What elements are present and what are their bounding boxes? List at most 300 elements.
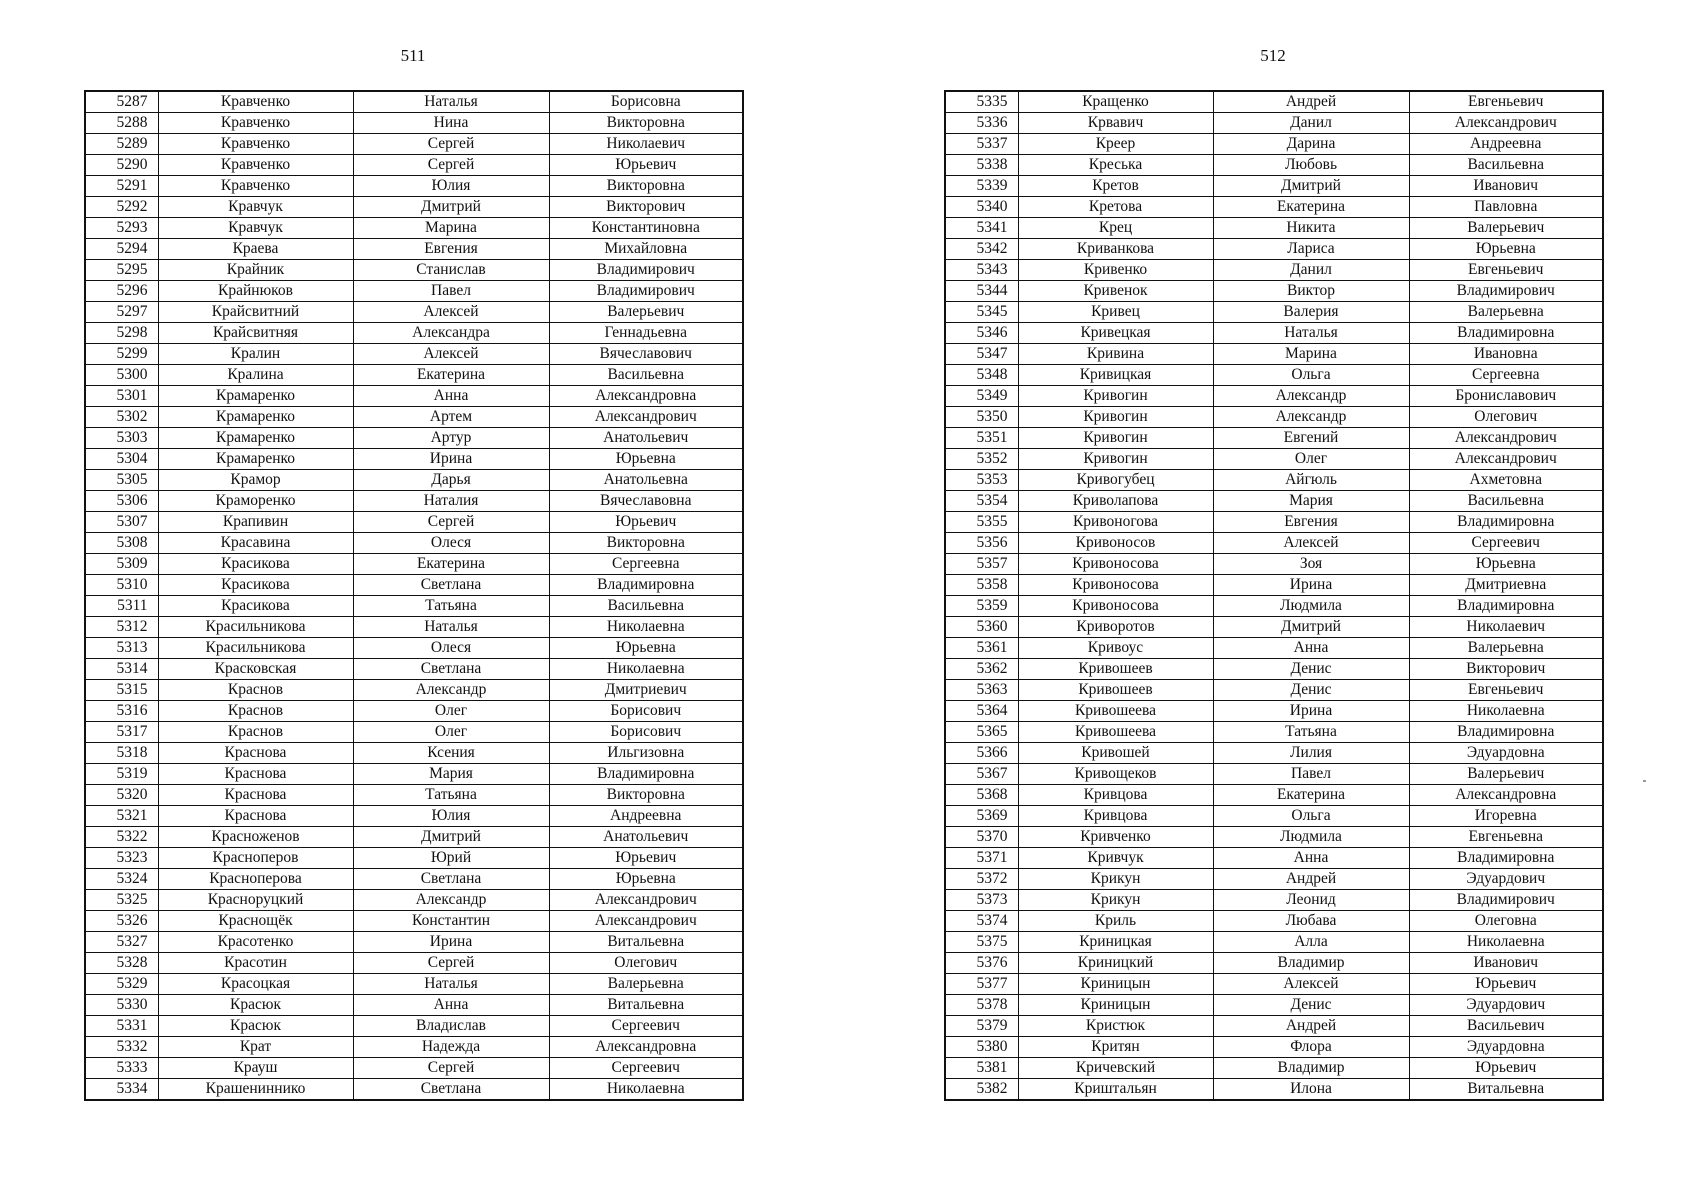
- first-name-cell: Владислав: [353, 1016, 549, 1037]
- record-number-cell: 5345: [945, 302, 1018, 323]
- record-number-cell: 5378: [945, 995, 1018, 1016]
- first-name-cell: Айгюль: [1213, 470, 1409, 491]
- table-row: [85, 176, 743, 197]
- patronymic-cell: Брониславович: [1409, 386, 1603, 407]
- table-row: [85, 890, 743, 911]
- table-row: [945, 554, 1603, 575]
- name-register-table: [944, 90, 1604, 1101]
- first-name-cell: Леонид: [1213, 890, 1409, 911]
- surname-cell: Кривогубец: [1018, 470, 1213, 491]
- record-number-cell: 5351: [945, 428, 1018, 449]
- record-number-cell: 5380: [945, 1037, 1018, 1058]
- record-number-cell: 5357: [945, 554, 1018, 575]
- record-number-cell: 5358: [945, 575, 1018, 596]
- first-name-cell: Анна: [353, 386, 549, 407]
- patronymic-cell: Иванович: [1409, 176, 1603, 197]
- table-row: [85, 869, 743, 890]
- first-name-cell: Наталья: [353, 974, 549, 995]
- record-number-cell: 5305: [85, 470, 158, 491]
- record-number-cell: 5349: [945, 386, 1018, 407]
- patronymic-cell: Васильевна: [1409, 155, 1603, 176]
- table-row: [945, 617, 1603, 638]
- surname-cell: Кривощеков: [1018, 764, 1213, 785]
- surname-cell: Краснов: [158, 722, 353, 743]
- first-name-cell: Лилия: [1213, 743, 1409, 764]
- record-number-cell: 5311: [85, 596, 158, 617]
- table-row: [85, 974, 743, 995]
- table-row: [85, 239, 743, 260]
- first-name-cell: Татьяна: [353, 785, 549, 806]
- first-name-cell: Марина: [1213, 344, 1409, 365]
- patronymic-cell: Александровна: [549, 1037, 743, 1058]
- first-name-cell: Станислав: [353, 260, 549, 281]
- patronymic-cell: Юрьевич: [549, 848, 743, 869]
- patronymic-cell: Николаевна: [549, 659, 743, 680]
- record-number-cell: 5375: [945, 932, 1018, 953]
- table-row: [85, 365, 743, 386]
- table-row: [945, 932, 1603, 953]
- table-row: [945, 365, 1603, 386]
- record-number-cell: 5328: [85, 953, 158, 974]
- record-number-cell: 5347: [945, 344, 1018, 365]
- patronymic-cell: Эдуардовна: [1409, 1037, 1603, 1058]
- record-number-cell: 5338: [945, 155, 1018, 176]
- table-row: [945, 176, 1603, 197]
- first-name-cell: Мария: [353, 764, 549, 785]
- patronymic-cell: Евгеньевич: [1409, 260, 1603, 281]
- table-row: [85, 764, 743, 785]
- patronymic-cell: Витальевна: [549, 995, 743, 1016]
- patronymic-cell: Юрьевич: [549, 512, 743, 533]
- first-name-cell: Любовь: [1213, 155, 1409, 176]
- surname-cell: Кривогин: [1018, 407, 1213, 428]
- record-number-cell: 5355: [945, 512, 1018, 533]
- first-name-cell: Надежда: [353, 1037, 549, 1058]
- first-name-cell: Данил: [1213, 260, 1409, 281]
- table-row: [945, 491, 1603, 512]
- first-name-cell: Сергей: [353, 155, 549, 176]
- table-row: [85, 575, 743, 596]
- surname-cell: Кретов: [1018, 176, 1213, 197]
- first-name-cell: Татьяна: [353, 596, 549, 617]
- patronymic-cell: Олегович: [549, 953, 743, 974]
- patronymic-cell: Дмитриевна: [1409, 575, 1603, 596]
- patronymic-cell: Валерьевна: [549, 974, 743, 995]
- table-row: [945, 575, 1603, 596]
- record-number-cell: 5322: [85, 827, 158, 848]
- first-name-cell: Сергей: [353, 134, 549, 155]
- record-number-cell: 5306: [85, 491, 158, 512]
- surname-cell: Кривицкая: [1018, 365, 1213, 386]
- record-number-cell: 5346: [945, 323, 1018, 344]
- first-name-cell: Дмитрий: [1213, 617, 1409, 638]
- surname-cell: Криницын: [1018, 974, 1213, 995]
- record-number-cell: 5287: [85, 91, 158, 113]
- record-number-cell: 5361: [945, 638, 1018, 659]
- surname-cell: Кривцова: [1018, 806, 1213, 827]
- first-name-cell: Наталия: [353, 491, 549, 512]
- patronymic-cell: Валерьевич: [549, 302, 743, 323]
- surname-cell: Кривоногова: [1018, 512, 1213, 533]
- patronymic-cell: Викторович: [549, 197, 743, 218]
- record-number-cell: 5332: [85, 1037, 158, 1058]
- record-number-cell: 5333: [85, 1058, 158, 1079]
- first-name-cell: Никита: [1213, 218, 1409, 239]
- first-name-cell: Наталья: [353, 91, 549, 113]
- surname-cell: Красюк: [158, 1016, 353, 1037]
- first-name-cell: Денис: [1213, 659, 1409, 680]
- surname-cell: Криль: [1018, 911, 1213, 932]
- surname-cell: Краева: [158, 239, 353, 260]
- surname-cell: Кривошеева: [1018, 701, 1213, 722]
- first-name-cell: Олеся: [353, 533, 549, 554]
- first-name-cell: Алексей: [1213, 974, 1409, 995]
- first-name-cell: Дмитрий: [353, 197, 549, 218]
- first-name-cell: Алексей: [1213, 533, 1409, 554]
- record-number-cell: 5369: [945, 806, 1018, 827]
- table-row: [945, 953, 1603, 974]
- record-number-cell: 5334: [85, 1079, 158, 1101]
- record-number-cell: 5366: [945, 743, 1018, 764]
- patronymic-cell: Юрьевна: [1409, 239, 1603, 260]
- record-number-cell: 5362: [945, 659, 1018, 680]
- first-name-cell: Ирина: [1213, 575, 1409, 596]
- patronymic-cell: Александрович: [549, 407, 743, 428]
- first-name-cell: Анна: [1213, 848, 1409, 869]
- patronymic-cell: Ахметовна: [1409, 470, 1603, 491]
- patronymic-cell: Викторовна: [549, 176, 743, 197]
- surname-cell: Кралин: [158, 344, 353, 365]
- patronymic-cell: Юрьевна: [549, 869, 743, 890]
- first-name-cell: Павел: [1213, 764, 1409, 785]
- record-number-cell: 5336: [945, 113, 1018, 134]
- table-row: [85, 1016, 743, 1037]
- first-name-cell: Евгений: [1213, 428, 1409, 449]
- table-row: [85, 1037, 743, 1058]
- first-name-cell: Александр: [1213, 386, 1409, 407]
- first-name-cell: Андрей: [1213, 91, 1409, 113]
- record-number-cell: 5290: [85, 155, 158, 176]
- table-row: [945, 218, 1603, 239]
- surname-cell: Кравченко: [158, 176, 353, 197]
- table-row: [945, 281, 1603, 302]
- first-name-cell: Лариса: [1213, 239, 1409, 260]
- patronymic-cell: Владимировна: [549, 575, 743, 596]
- surname-cell: Крайник: [158, 260, 353, 281]
- first-name-cell: Анна: [353, 995, 549, 1016]
- patronymic-cell: Андреевна: [549, 806, 743, 827]
- record-number-cell: 5363: [945, 680, 1018, 701]
- table-row: [945, 386, 1603, 407]
- table-row: [85, 155, 743, 176]
- record-number-cell: 5326: [85, 911, 158, 932]
- patronymic-cell: Юрьевна: [1409, 554, 1603, 575]
- first-name-cell: Екатерина: [1213, 197, 1409, 218]
- patronymic-cell: Владимирович: [1409, 890, 1603, 911]
- patronymic-cell: Андреевна: [1409, 134, 1603, 155]
- patronymic-cell: Владимировна: [549, 764, 743, 785]
- patronymic-cell: Константиновна: [549, 218, 743, 239]
- record-number-cell: 5341: [945, 218, 1018, 239]
- surname-cell: Краснова: [158, 806, 353, 827]
- record-number-cell: 5327: [85, 932, 158, 953]
- table-row: [85, 827, 743, 848]
- patronymic-cell: Борисович: [549, 701, 743, 722]
- surname-cell: Красикова: [158, 575, 353, 596]
- record-number-cell: 5350: [945, 407, 1018, 428]
- patronymic-cell: Александровна: [549, 386, 743, 407]
- surname-cell: Крец: [1018, 218, 1213, 239]
- first-name-cell: Дмитрий: [353, 827, 549, 848]
- table-row: [85, 953, 743, 974]
- surname-cell: Красикова: [158, 596, 353, 617]
- first-name-cell: Наталья: [1213, 323, 1409, 344]
- table-row: [85, 617, 743, 638]
- patronymic-cell: Владимировна: [1409, 323, 1603, 344]
- surname-cell: Кривоносов: [1018, 533, 1213, 554]
- record-number-cell: 5348: [945, 365, 1018, 386]
- table-row: [945, 197, 1603, 218]
- record-number-cell: 5356: [945, 533, 1018, 554]
- table-row: [85, 113, 743, 134]
- first-name-cell: Ирина: [353, 932, 549, 953]
- patronymic-cell: Александрович: [1409, 428, 1603, 449]
- first-name-cell: Людмила: [1213, 596, 1409, 617]
- patronymic-cell: Витальевна: [1409, 1079, 1603, 1101]
- surname-cell: Кривченко: [1018, 827, 1213, 848]
- surname-cell: Криштальян: [1018, 1079, 1213, 1101]
- first-name-cell: Людмила: [1213, 827, 1409, 848]
- first-name-cell: Сергей: [353, 953, 549, 974]
- table-row: [945, 974, 1603, 995]
- record-number-cell: 5359: [945, 596, 1018, 617]
- record-number-cell: 5371: [945, 848, 1018, 869]
- surname-cell: Краснова: [158, 785, 353, 806]
- first-name-cell: Анна: [1213, 638, 1409, 659]
- surname-cell: Крикун: [1018, 890, 1213, 911]
- record-number-cell: 5302: [85, 407, 158, 428]
- surname-cell: Кривогин: [1018, 386, 1213, 407]
- surname-cell: Кретова: [1018, 197, 1213, 218]
- table-row: [945, 1016, 1603, 1037]
- record-number-cell: 5318: [85, 743, 158, 764]
- record-number-cell: 5296: [85, 281, 158, 302]
- table-row: [85, 302, 743, 323]
- record-number-cell: 5316: [85, 701, 158, 722]
- patronymic-cell: Сергеевна: [549, 554, 743, 575]
- surname-cell: Криворотов: [1018, 617, 1213, 638]
- first-name-cell: Владимир: [1213, 1058, 1409, 1079]
- page-number: 511: [400, 46, 426, 65]
- patronymic-cell: Васильевич: [1409, 1016, 1603, 1037]
- surname-cell: Кравченко: [158, 155, 353, 176]
- patronymic-cell: Михайловна: [549, 239, 743, 260]
- surname-cell: Критян: [1018, 1037, 1213, 1058]
- surname-cell: Кривчук: [1018, 848, 1213, 869]
- first-name-cell: Светлана: [353, 659, 549, 680]
- surname-cell: Красильникова: [158, 638, 353, 659]
- patronymic-cell: Анатольевич: [549, 428, 743, 449]
- surname-cell: Кривоносова: [1018, 554, 1213, 575]
- first-name-cell: Дмитрий: [1213, 176, 1409, 197]
- surname-cell: Красотин: [158, 953, 353, 974]
- record-number-cell: 5288: [85, 113, 158, 134]
- patronymic-cell: Анатольевна: [549, 470, 743, 491]
- first-name-cell: Ольга: [1213, 806, 1409, 827]
- patronymic-cell: Борисовна: [549, 91, 743, 113]
- surname-cell: Кращенко: [1018, 91, 1213, 113]
- patronymic-cell: Ивановна: [1409, 344, 1603, 365]
- patronymic-cell: Вячеславович: [549, 344, 743, 365]
- table-row: [945, 743, 1603, 764]
- table-row: [85, 596, 743, 617]
- record-number-cell: 5299: [85, 344, 158, 365]
- first-name-cell: Андрей: [1213, 869, 1409, 890]
- patronymic-cell: Викторович: [1409, 659, 1603, 680]
- table-row: [85, 260, 743, 281]
- record-number-cell: 5374: [945, 911, 1018, 932]
- table-row: [85, 470, 743, 491]
- first-name-cell: Юлия: [353, 806, 549, 827]
- surname-cell: Крамаренко: [158, 386, 353, 407]
- record-number-cell: 5313: [85, 638, 158, 659]
- table-row: [945, 890, 1603, 911]
- first-name-cell: Светлана: [353, 1079, 549, 1101]
- record-number-cell: 5301: [85, 386, 158, 407]
- patronymic-cell: Владимирович: [549, 260, 743, 281]
- patronymic-cell: Валерьевич: [1409, 218, 1603, 239]
- first-name-cell: Данил: [1213, 113, 1409, 134]
- record-number-cell: 5324: [85, 869, 158, 890]
- patronymic-cell: Николаевна: [1409, 932, 1603, 953]
- record-number-cell: 5307: [85, 512, 158, 533]
- surname-cell: Краморенко: [158, 491, 353, 512]
- table-row: [85, 386, 743, 407]
- surname-cell: Крайсвитний: [158, 302, 353, 323]
- first-name-cell: Дарина: [1213, 134, 1409, 155]
- record-number-cell: 5343: [945, 260, 1018, 281]
- table-row: [85, 134, 743, 155]
- first-name-cell: Флора: [1213, 1037, 1409, 1058]
- first-name-cell: Илона: [1213, 1079, 1409, 1101]
- record-number-cell: 5372: [945, 869, 1018, 890]
- table-row: [85, 554, 743, 575]
- first-name-cell: Александр: [353, 890, 549, 911]
- patronymic-cell: Игоревна: [1409, 806, 1603, 827]
- table-row: [945, 680, 1603, 701]
- first-name-cell: Олег: [353, 701, 549, 722]
- table-row: [945, 848, 1603, 869]
- table-row: [85, 323, 743, 344]
- patronymic-cell: Валерьевна: [1409, 638, 1603, 659]
- record-number-cell: 5309: [85, 554, 158, 575]
- surname-cell: Кривоносова: [1018, 575, 1213, 596]
- record-number-cell: 5293: [85, 218, 158, 239]
- record-number-cell: 5381: [945, 1058, 1018, 1079]
- table-row: [85, 701, 743, 722]
- surname-cell: Крвавич: [1018, 113, 1213, 134]
- record-number-cell: 5295: [85, 260, 158, 281]
- table-row: [85, 911, 743, 932]
- table-row: [85, 197, 743, 218]
- table-row: [945, 91, 1603, 113]
- record-number-cell: 5314: [85, 659, 158, 680]
- first-name-cell: Ксения: [353, 743, 549, 764]
- patronymic-cell: Эдуардович: [1409, 995, 1603, 1016]
- table-row: [945, 512, 1603, 533]
- first-name-cell: Ирина: [1213, 701, 1409, 722]
- patronymic-cell: Николаевна: [1409, 701, 1603, 722]
- patronymic-cell: Владимирович: [1409, 281, 1603, 302]
- first-name-cell: Евгения: [1213, 512, 1409, 533]
- surname-cell: Красоцкая: [158, 974, 353, 995]
- patronymic-cell: Юрьевич: [1409, 1058, 1603, 1079]
- table-row: [85, 218, 743, 239]
- patronymic-cell: Викторовна: [549, 533, 743, 554]
- surname-cell: Крикун: [1018, 869, 1213, 890]
- table-row: [945, 995, 1603, 1016]
- surname-cell: Кравченко: [158, 91, 353, 113]
- patronymic-cell: Александрович: [1409, 113, 1603, 134]
- surname-cell: Кривошей: [1018, 743, 1213, 764]
- table-row: [85, 512, 743, 533]
- scan-speck: [1643, 780, 1646, 782]
- record-number-cell: 5331: [85, 1016, 158, 1037]
- record-number-cell: 5370: [945, 827, 1018, 848]
- table-row: [945, 869, 1603, 890]
- table-row: [945, 764, 1603, 785]
- patronymic-cell: Евгеньевич: [1409, 91, 1603, 113]
- table-row: [85, 995, 743, 1016]
- table-row: [85, 1079, 743, 1101]
- first-name-cell: Алексей: [353, 344, 549, 365]
- table-row: [945, 533, 1603, 554]
- first-name-cell: Дарья: [353, 470, 549, 491]
- table-row: [945, 911, 1603, 932]
- table-row: [945, 239, 1603, 260]
- first-name-cell: Алла: [1213, 932, 1409, 953]
- first-name-cell: Андрей: [1213, 1016, 1409, 1037]
- table-row: [85, 91, 743, 113]
- first-name-cell: Артур: [353, 428, 549, 449]
- first-name-cell: Валерия: [1213, 302, 1409, 323]
- record-number-cell: 5312: [85, 617, 158, 638]
- patronymic-cell: Владимировна: [1409, 848, 1603, 869]
- surname-cell: Красноперова: [158, 869, 353, 890]
- surname-cell: Красноруцкий: [158, 890, 353, 911]
- record-number-cell: 5352: [945, 449, 1018, 470]
- surname-cell: Краснова: [158, 743, 353, 764]
- surname-cell: Крамаренко: [158, 449, 353, 470]
- patronymic-cell: Николаевич: [1409, 617, 1603, 638]
- first-name-cell: Александра: [353, 323, 549, 344]
- surname-cell: Кривошеев: [1018, 680, 1213, 701]
- patronymic-cell: Борисович: [549, 722, 743, 743]
- register-body: [85, 91, 743, 1100]
- record-number-cell: 5379: [945, 1016, 1018, 1037]
- patronymic-cell: Александрович: [1409, 449, 1603, 470]
- surname-cell: Крамаренко: [158, 407, 353, 428]
- table-row: [945, 1058, 1603, 1079]
- surname-cell: Красавина: [158, 533, 353, 554]
- table-row: [945, 806, 1603, 827]
- table-row: [85, 680, 743, 701]
- table-row: [945, 428, 1603, 449]
- patronymic-cell: Евгеньевич: [1409, 680, 1603, 701]
- table-row: [945, 722, 1603, 743]
- table-row: [945, 638, 1603, 659]
- record-number-cell: 5303: [85, 428, 158, 449]
